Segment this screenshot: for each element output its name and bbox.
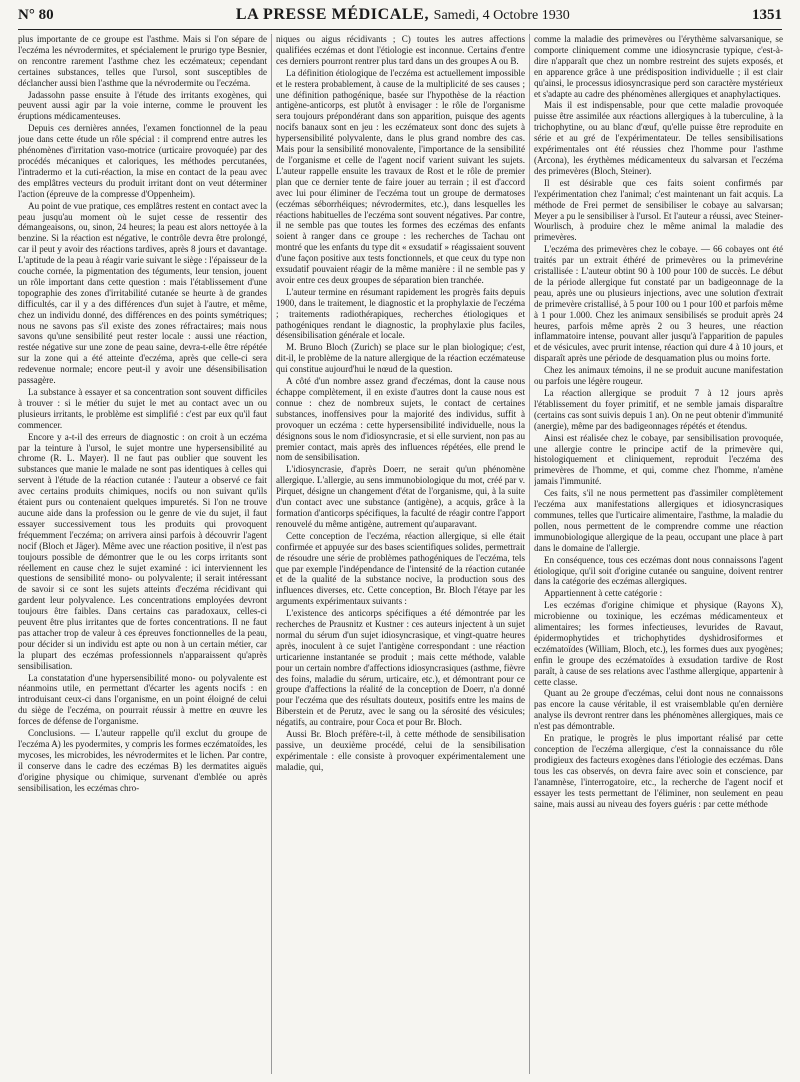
paragraph: L'existence des anticorps spécifiques a été démontrée par les recherches de Prausnitz et Kustner : ces auteurs injectent à un sujet normal du sérum d'un sujet idiosyncrasique, et vingt-quatre heures après, inoculent à ce sujet l'antigène correspondant : une réaction urticarienne instantanée se produit ; mais cette méthode, valable pour un certain nombre d'affections idiosyncrasiques (asthme, fièvre des foins, maladie du sérum, urticaire, etc.), et démontrant pour ce groupe d'affections la réalité de la conception de Doerr, n'a donné pour l'eczéma que des résultats douteux, positifs entre les mains de Biberstein et de Perutz, avec le sang ou la sérosité des vésicules; négatifs, au contraire, pour Coca et pour Br. Bloch. [276,608,525,728]
journal-title: LA PRESSE MÉDICALE, [235,6,430,23]
paragraph: Il est désirable que ces faits soient confirmés par l'expérimentation chez l'animal; c'est maintenant un fait acquis. La méthode de Frei permet de sensibiliser le cobaye au salvarsan; Meyer a pu le sensibiliser à l'ursol. Et l'auteur a réussi, avec Steiner-Wourlisch, à produire chez le même animal la maladie des primevères. [534,177,783,243]
paragraph: Chez les animaux témoins, il ne se produit aucune manifestation ou parfois une légère rougeur. [534,365,783,387]
paragraph: La réaction allergique se produit 7 à 12 jours après l'établissement du foyer primitif, et ne semble jamais disparaître (certains cas sont suivis depuis 1 an). On ne peut obtenir d'immunité (anergie), même par des badigeonnages répétés et étendus. [534,388,783,431]
paragraph: plus importante de ce groupe est l'asthme. Mais si l'on sépare de l'eczéma les névrodermites, et spécialement le prurigo type Besnier, on rencontre rarement l'asthme chez les eczémateux; cependant certaines substances, telles que l'ursol, sont susceptibles de déclancher aussi bien l'asthme que la névrodermite ou l'eczéma. [18,34,267,88]
paragraph: niques ou aigus récidivants ; C) toutes les autres affections qualifiées eczémas et dont l'étiologie est inconnue. Certains d'entre ces derniers pourront rentrer plus tard dans un des groupes A ou B. [276,34,525,66]
paragraph: Quant au 2e groupe d'eczémas, celui dont nous ne connaissons pas encore la cause véritable, il est vraisemblable qu'en dernière analyse ils devront rentrer dans les phénomènes allergiques, mais ce n'est pas démontrable. [534,688,783,732]
column-divider [271,34,272,1074]
paragraph: L'auteur termine en résumant rapidement les progrès faits depuis 1900, dans le traitement, le diagnostic et la prophylaxie de l'eczéma ; traitements radiothérapiques, recherches étiologiques et pathogéniques rendant le diagnostic, la prophylaxie plus faciles, désensibilisation générale et locale. [276,286,525,341]
paragraph: Mais il est indispensable, pour que cette maladie provoquée puisse être assimilée aux réactions allergiques à la tuberculine, à la trichophytine, ou au blanc d'œuf, qu'elle puisse être reproduite en série et au gré de l'expérimentateur. De telles sensibilisations expérimentales ont été réussies chez l'homme pour l'asthme (Arcona), les érythèmes médicamenteux du salvarsan et l'eczéma des primevères (Bloch, Steiner). [534,100,783,176]
paragraph: La définition étiologique de l'eczéma est actuellement impossible et le restera probablement, à cause de la multiplicité de ses causes ; une définition pathogénique, basée sur l'hypothèse de la réaction antigène-anticorps, est plutôt à envisager : le rôle de l'organisme sera toujours prépondérant dans son apparition, puisque des agents nocifs banaux sont en jeu : les eczémateux sont donc des sujets à hypersensibilité polyvalente, dans le plus grand nombre des cas. Mais pour la sensibilité monovalente, l'importance de la sensibilité de l'organisme et celle de l'agent nocif varient suivant les sujets. L'auteur rappelle ensuite les travaux de Rost et le rôle de premier plan que ce dernier tente de faire jouer au terrain ; il est d'accord avec lui pour éliminer de l'eczéma tout un groupe de dermatoses (eczémas séborrhéiques; névrodermites, etc.), dans lesquelles les réactions habituelles de l'eczéma sont souvent négatives. Par contre, il ne semble pas que toutes les formes des eczémas des enfants soient à ranger dans ce groupe : les recherches de Tachau ont montré que les enfants du type dit « exsudatif » réagissaient souvent d'une façon positive aux tests fonctionnels, et que ceux du type non exsudatif pouvaient réagir de la même manière : il ne semble pas y avoir entre ces deux groupes de séparation bien tranchée. [276,67,525,285]
paragraph: Ainsi est réalisée chez le cobaye, par sensibilisation provoquée, une allergie contre le principe actif de la primevère qui, histologiquement et cliniquement, reproduit l'eczéma des primevères de l'homme, et qui, comme chez l'homme, n'amène jamais l'immunité. [534,432,783,487]
paragraph: L'idiosyncrasie, d'après Doerr, ne serait qu'un phénomène allergique. L'allergie, au sens immunobiologique du mot, créé par v. Pirquet, désigne un changement d'état de l'organisme, qui, à la suite d'un contact avec une substance (antigène), a acquis, grâce à la formation d'anticorps spécifiques, la faculté de réagir contre l'apport renouvelé du même antigène, autrement qu'auparavant. [276,464,525,529]
paragraph: Jadassohn passe ensuite à l'étude des irritants exogènes, qui peuvent aussi agir par la voie interne, comme le prouvent les éruptions médicamenteuses. [18,89,267,122]
header-rule [18,29,782,30]
column-1 [18,34,267,1074]
paragraph: Encore y a-t-il des erreurs de diagnostic : on croit à un eczéma par la teinture à l'ursol, le sujet montre une hypersensibilité au chrome (R. L. Mayer). Il ne faut pas oublier que souvent les substances que manie le malade ne sont pas identiques à celles qui servent à l'étude de la réaction cutanée : l'auteur a observé ce fait avec certains produits chimiques, nocifs ou non suivant qu'ils étaient purs ou contenaient quelques impuretés. Si l'on ne trouve aucune aide dans la profession ou le genre de vie du sujet, il faut essayer successivement tous les produits qui provoquent fréquemment l'eczéma; on arrivera ainsi parfois à découvrir l'agent nocif (Bloch et Jäger). Même avec une réaction positive, il n'est pas toujours possible de démontrer que le ou les corps irritants sont réellement en cause chez le sujet examiné : ici interviennent les questions de sensibilité mono- ou polyvalente; il serait intéressant de savoir si ce sont les sujets atteints d'eczéma récidivant qui gardent leur polyvalence. Les concentrations employées devront toujours être faibles. Dans certains cas paradoxaux, celles-ci peuvent être plus irritantes que de fortes concentrations. Il ne faut pas attacher trop de valeur à ces épreuves fonctionnelles de la peau, pour décider si un individu est apte ou non à un certain métier, car la plupart des eczémas professionnels n'apparaissent qu'après sensibilisation. [18,431,267,671]
paragraph: M. Bruno Bloch (Zurich) se place sur le plan biologique; c'est, dit-il, le problème de la nature allergique de la réaction eczémateuse qui constitue aujourd'hui le nœud de la question. [276,342,525,375]
column-3 [534,34,783,1074]
column-2 [276,34,525,1074]
paragraph: L'eczéma des primevères chez le cobaye. — 66 cobayes ont été traités par un extrait éthéré de primevères ou la primevérine cristallisée : L'auteur obtint 90 à 100 pour 100 de succès. Le début de la période allergique fut constaté par un badigeonnage de la peau, après une ou plusieurs injections, avec une solution d'extrait de primevère cristallisé, à 5 pour 100 ou 1 pour 100 et parfois même à 1 pour 1.000. Chez les animaux sensibilisés se produit après 24 heures, parfois même après 2 ou 3 heures, une réaction inflammatoire intense, pouvant aller jusqu'à l'apparition de papules et de vésicules, avec prurit intense, réaction qui dure 4 à 10 jours, et disparaît après une période de desquamation plus ou moins forte. [534,244,783,364]
paragraph: Depuis ces dernières années, l'examen fonctionnel de la peau joue dans cette étude un rôle spécial : il comprend entre autres les phénomènes d'irritation vaso-motrice (urticaire provoquée) par des procédés mécaniques et caloriques, les méthodes percutanées, l'intradermo et la cuti-réaction, la mise en contact de la peau avec des emplâtres vecteurs du produit irritant dont on veut déterminer l'action (épreuve de la compresse d'Oppenheim). [18,123,267,199]
issue-date: Samedi, 4 Octobre 1930 [433,8,570,23]
paragraph: Aussi Br. Bloch préfère-t-il, à cette méthode de sensibilisation passive, un deuxième procédé, celui de la sensibilisation expérimentale : elle consiste à provoquer expérimentalement une maladie, qui, [276,729,525,772]
paragraph: comme la maladie des primevères ou l'érythème salvarsanique, se comporte cliniquement comme une idiosyncrasie typique, c'est-à-dire n'apparaît que chez un nombre restreint des sujets exposés, et en apparence grâce à une prédisposition individuelle ; il est clair qu'ainsi, le processus idiosyncrasique perd son caractère mystérieux et s'adapte au cadre des phénomènes allergiques et anaphylactiques. [534,34,783,99]
paragraph: A côté d'un nombre assez grand d'eczémas, dont la cause nous échappe complètement, il en existe d'autres dont la cause nous est connue : chez de nombreux sujets, le contact de certaines substances, inoffensives pour la majorité des individus, suffit à provoquer un eczéma : cette hypersensibilité individuelle, nous la désignons sous le nom d'idiosyncrasie, et si elle survient, non pas au premier contact, mais après des influences répétées, elle prend le nom de sensibilisation. [276,376,525,463]
paragraph: Appartiennent à cette catégorie : [544,588,663,599]
paragraph: Les eczémas d'origine chimique et physique (Rayons X), microbienne ou toxinique, les eczémas médicamenteux et alimentaires; les formes infectieuses, levurides de Ravaut, épidermophytides et trichophytides dyshidrosiformes et eczématoïdes (William, Bloch, etc.), les formes dues aux pyogènes; enfin le groupe des eczématoïdes à exsudation tardive de Rost paraît, à cause de ses relations avec l'asthme allergique, appartenir à cette classe. [534,600,783,687]
journal-title-line [236,6,570,24]
paragraph: Ces faits, s'il ne nous permettent pas d'assimiler complètement l'eczéma aux manifestations allergiques et idiosyncrasiques communes, telles que l'urticaire alimentaire, l'asthme, la maladie du pollen, nous permettent de le comprendre comme une réaction immunobiologique allergique de la peau, occupant une place à part dans le domaine de l'allergie. [534,488,783,553]
paragraph: En pratique, le progrès le plus important réalisé par cette conception de l'eczéma allergique, c'est la connaissance du rôle prodigieux des facteurs exogènes dans l'étiologie des eczémas. Dans tous les cas observés, on devra faire avec soin et conscience, par l'anamnèse, l'interrogatoire, etc., la recherche de l'agent nocif et essayer les tests permettant de l'éliminer, non seulement en peau saine, mais aussi au niveau des foyers guéris : par cette méthode [534,733,783,809]
issue-number: N° 80 [18,7,54,23]
column-divider [529,34,530,1074]
paragraph: Au point de vue pratique, ces emplâtres restent en contact avec la peau jusqu'au moment où le sujet cesse de ressentir des démangeaisons, ou, sinon, 24 heures; la peau est alors nettoyée à la benzine. Si la réaction est négative, le contrôle devra être prolongé, car il peut y avoir des réactions tardives, après 8 jours et davantage. L'aptitude de la peau à réagir varie suivant le siège : l'épaisseur de la couche cornée, la pigmentation des téguments, leur tension, jouent un rôle important dans cette question : mais l'établissement d'une topographie des zones d'irritabilité cutanée se heurte à de grandes difficultés, car il y a des différences d'un sujet à l'autre, et même, chez un individu donné, des différences en des points symétriques; nous ne savons pas s'il existe des zones réfractaires; mais nous savons qu'une sensibilité peut rester locale : aussi une réaction, restée négative sur une zone de peau saine, devra-t-elle être répétée sur la zone qui a été atteinte d'eczéma, après que celle-ci sera redevenue normale; encore peut-il y avoir une désensibilisation passagère. [18,200,267,386]
page-number: 1351 [752,7,782,23]
paragraph: En conséquence, tous ces eczémas dont nous connaissons l'agent étiologique, qu'il soit d'origine cutanée ou sanguine, doivent rentrer dans la catégorie des eczémas allergiques. [534,554,783,587]
paragraph: Cette conception de l'eczéma, réaction allergique, si elle était confirmée et appuyée sur des bases scientifiques solides, permettrait de résoudre une série de problèmes pathogéniques de l'eczéma, tels que par exemple l'indépendance de l'intensité de la réaction cutanée et de la qualité de la substance nocive, la production sous des influences diverses, etc. Cette conception, Br. Bloch l'étaye par les arguments expérimentaux suivants : [276,530,525,607]
paragraph: La substance à essayer et sa concentration sont souvent difficiles à trouver : si le métier du sujet le met au contact avec un ou plusieurs irritants, le problème est simplifié : c'est par eux qu'il faut commencer. [18,387,267,430]
paragraph: Conclusions. — L'auteur rappelle qu'il exclut du groupe de l'eczéma A) les pyodermites, y compris les formes eczématoïdes, les mycoses, les microbides, les névrodermites et le lichen. Par contre, il conserve dans le cadre des eczémas B) les dermatites aiguës d'origine physique ou chimique, survenant d'emblée ou après sensibilisation, les eczémas chro- [18,728,267,793]
page-header [18,6,782,28]
paragraph: La constatation d'une hypersensibilité mono- ou polyvalente est néanmoins utile, en permettant d'écarter les agents nocifs : en introduisant ceux-ci dans l'organisme, en un point éloigné de celui du siège de l'eczéma, on pourrait réussir à mettre en œuvre les forces de défense de l'organisme. [18,672,267,727]
